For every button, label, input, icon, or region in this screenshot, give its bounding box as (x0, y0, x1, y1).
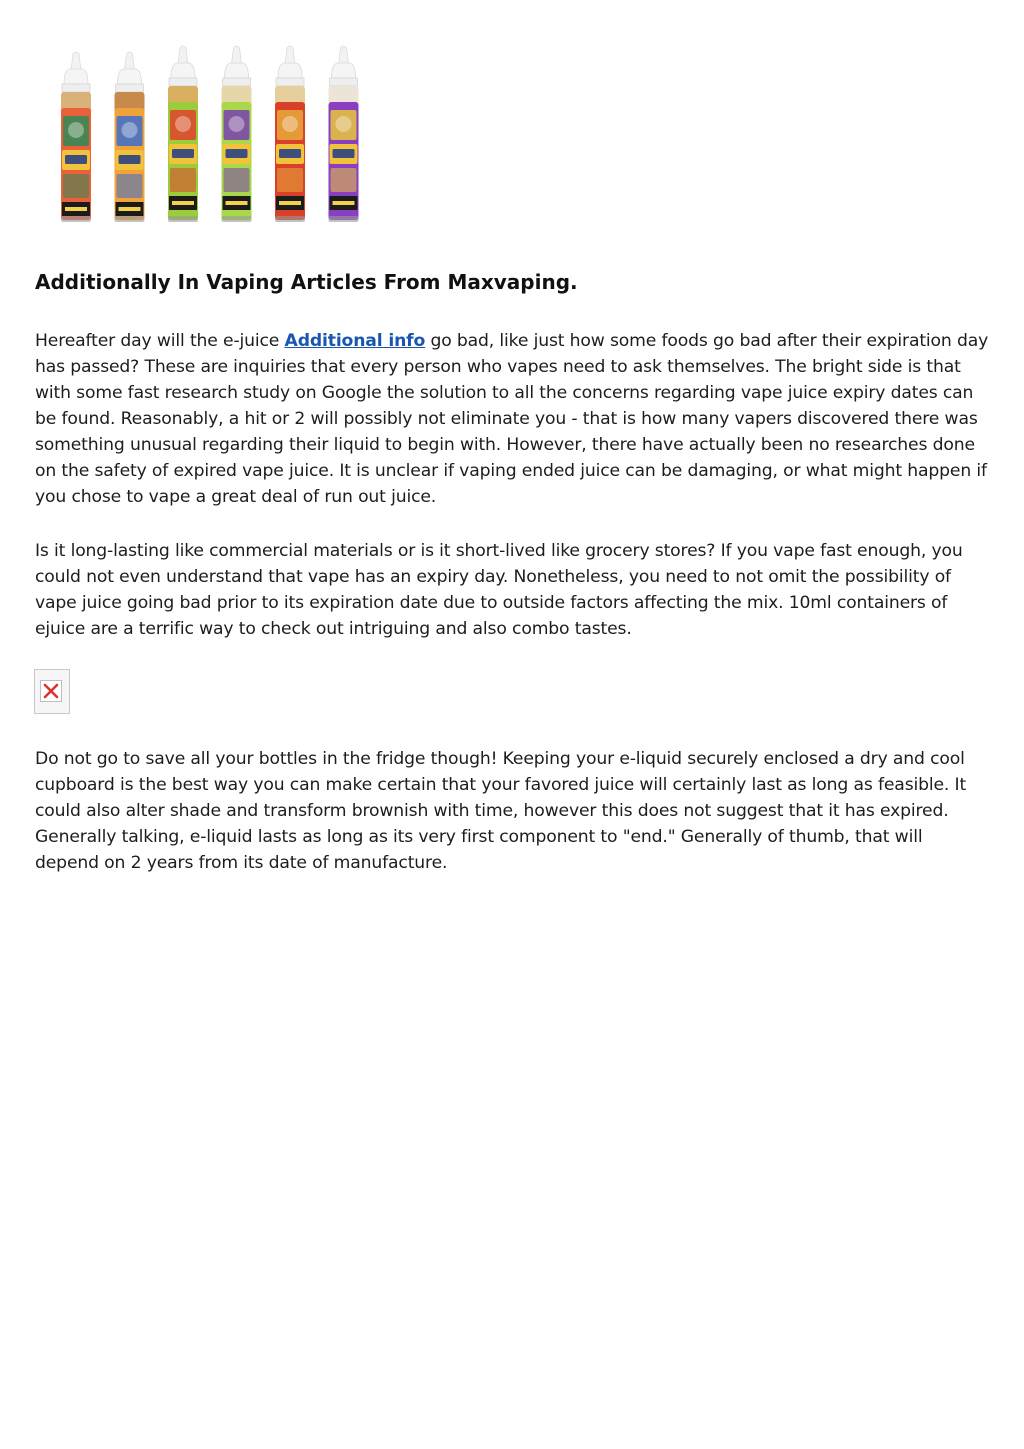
additional-info-link[interactable]: Additional info (284, 331, 426, 351)
broken-image-placeholder (34, 669, 70, 714)
vape-bottle (168, 46, 198, 222)
product-image-vape-bottles (50, 44, 375, 234)
paragraph-1-text-start: Hereafter day will the e-juice (35, 331, 285, 351)
paragraph-3: Do not go to save all your bottles in the fridge though! Keeping your e-liquid securely enclosed a dry and cool cupboard is the best way you can make certain that your favored juice will certainly last as long as feasible. It could also alter shade and transform brownish with time, however this does not suggest that it has expired. Generally talking, e-liquid lasts as long as its very first component to "end." Generally of thumb, that will depend on 2 years from its date of manufacture. (35, 749, 967, 873)
vape-bottle (329, 46, 359, 222)
article-heading: Additionally In Vaping Articles From Maxvaping. (35, 270, 578, 294)
paragraph-1 (35, 328, 990, 510)
paragraph-1-text-end: go bad, like just how some foods go bad after their expiration day has passed? These are inquiries that every person who vapes need to ask themselves. The bright side is that with some fast research study on Google the solution to all the concerns regarding vape juice expiry dates can be found. Reasonably, a hit or 2 will possibly not eliminate you - that is how many vapers discovered there was something unusual regarding their liquid to begin with. However, there have actually been no researches done on the safety of expired vape juice. It is unclear if vaping ended juice can be damaging, or what might happen if you chose to vape a great deal of run out juice. (35, 331, 989, 507)
vape-bottle (222, 46, 252, 222)
vape-bottle (275, 46, 305, 222)
vape-bottle (61, 52, 91, 222)
paragraph-2: Is it long-lasting like commercial materials or is it short-lived like grocery stores? If you vape fast enough, you could not even understand that vape has an expiry day. Nonetheless, you need to not omit the possibility of vape juice going bad prior to its expiration date due to outside factors affecting the mix. 10ml containers of ejuice are a terrific way to check out intriguing and also combo tastes. (35, 541, 963, 639)
broken-image-icon (40, 680, 62, 702)
vape-bottle (115, 52, 145, 222)
